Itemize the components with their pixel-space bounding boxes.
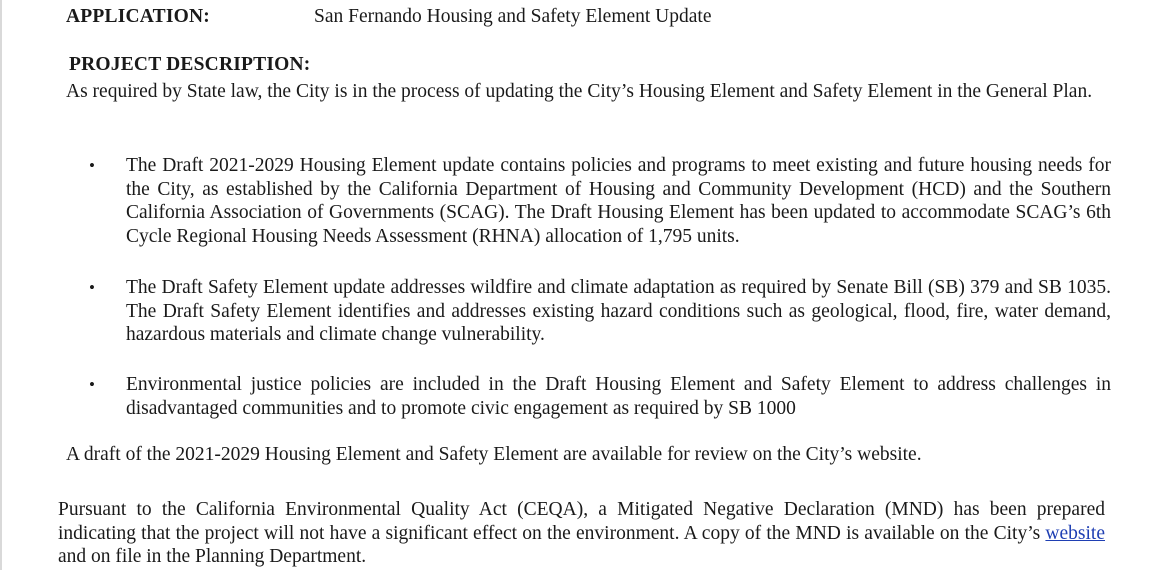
scan-edge-line <box>0 0 2 570</box>
availability-paragraph: A draft of the 2021-2029 Housing Element and Safety Element are available for review on the City’s website. <box>66 444 922 465</box>
bullet-icon: • <box>89 278 95 297</box>
application-value: San Fernando Housing and Safety Element Update <box>314 6 712 27</box>
bullet-text-environmental-justice: Environmental justice policies are included in the Draft Housing Element and Safety Element to address challenges in disadvantaged communities and to promote civic engagement as required by SB 1000 <box>126 374 1111 419</box>
bullet-icon: • <box>89 156 95 175</box>
list-item <box>89 373 1111 420</box>
bullet-icon: • <box>89 375 95 394</box>
application-row <box>66 5 712 29</box>
project-description-heading: PROJECT DESCRIPTION: <box>69 54 311 75</box>
ceqa-text-after: and on file in the Planning Department. <box>58 546 367 567</box>
list-item <box>89 154 1111 248</box>
bullet-text-safety: The Draft Safety Element update addresses wildfire and climate adaptation as required by Senate Bill (SB) 379 and SB 1035. The Draft Safety Element identifies and addresses existing hazard conditions such as geological, flood, fire, water demand, hazardous materials and climate change vulnerability. <box>126 277 1111 345</box>
intro-paragraph: As required by State law, the City is in the process of updating the City’s Housing Element and Safety Element in the General Plan. <box>66 81 1093 102</box>
ceqa-text-before: Pursuant to the California Environmental Quality Act (CEQA), a Mitigated Negative Declaration (MND) has been prepared indicating that the project will not have a significant effect on the environment. A copy of the MND is available on the City’s <box>58 499 1105 544</box>
bullet-text-housing: The Draft 2021-2029 Housing Element update contains policies and programs to meet existing and future housing needs for the City, as established by the California Department of Housing and Community Development (HCD) and the Southern California Association of Governments (SCAG). The Draft Housing Element has been updated to accommodate SCAG’s 6th Cycle Regional Housing Needs Assessment (RHNA) allocation of 1,795 units. <box>126 155 1111 247</box>
ceqa-paragraph <box>58 498 1105 569</box>
application-label: APPLICATION: <box>66 6 210 27</box>
website-link[interactable]: website <box>1045 522 1105 544</box>
list-item <box>89 276 1111 347</box>
